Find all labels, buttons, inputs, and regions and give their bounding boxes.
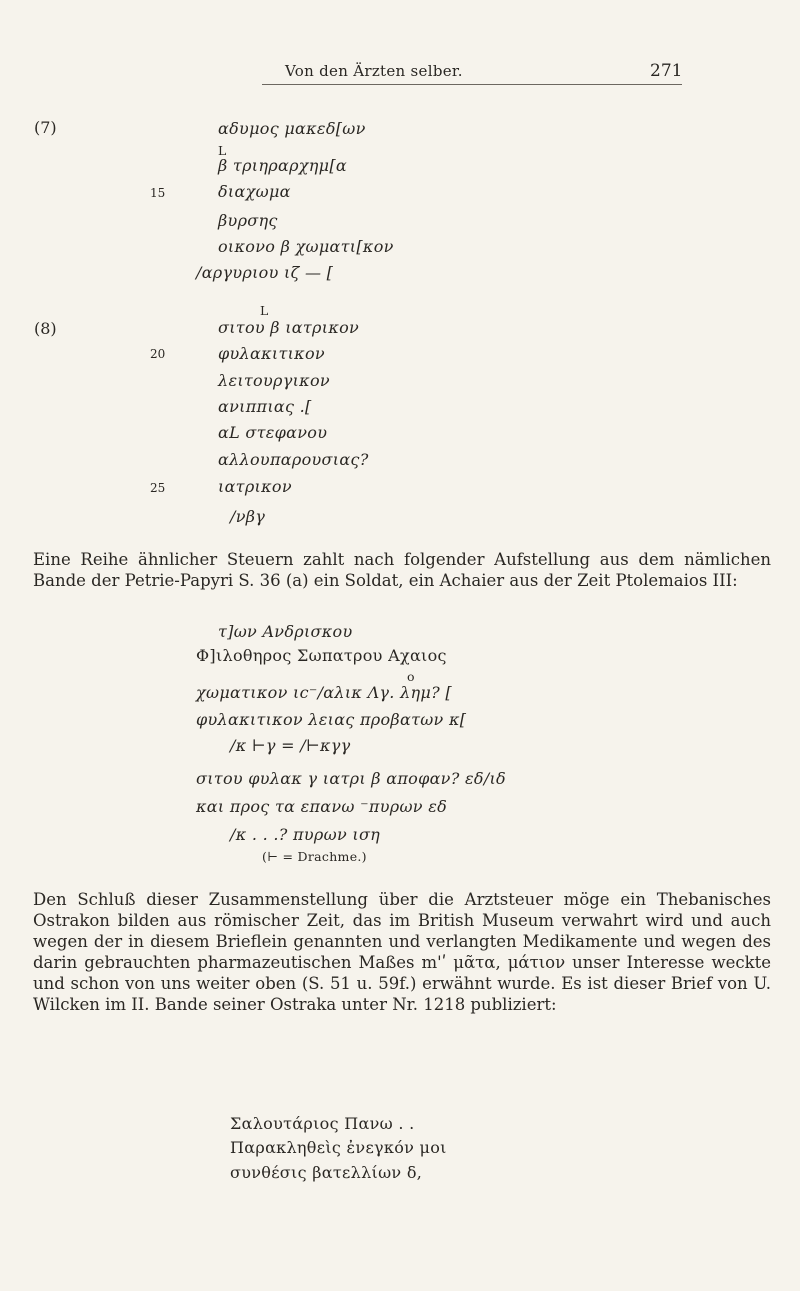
line-number: 20 [150,347,166,361]
line-number: 15 [150,186,166,200]
greek-line: φυλακιτικον λειας προβατων κ[ [196,710,467,729]
line-number: 25 [150,481,166,495]
greek-line: Σαλουτάριος Πανω . . [230,1114,415,1133]
header-rule [262,84,682,85]
greek-line: αL στεφανου [218,423,328,442]
greek-line: /αργυριου ιζ — [ [196,263,334,282]
greek-line: συνθέσις βατελλίων δ, [230,1163,423,1182]
greek-line: Παρακληθεὶς ἐνεγκόν μοι [230,1138,447,1157]
greek-line: χωματικον ιc⁻/αλικ Λγ. λημ? [ [196,683,452,702]
greek-line: ανιππιας .[ [218,397,312,416]
greek-line: βυρσης [218,211,278,230]
greek-line: β τριηραρχημ[α [218,156,347,175]
greek-line: φυλακιτικον [218,344,325,363]
greek-line: L [218,143,227,158]
header-title: Von den Ärzten selber. [285,62,463,80]
greek-line: ιατρικον [218,477,292,496]
greek-line: αλλουπαρουσιας? [218,450,369,469]
greek-line: /νβγ [230,507,266,526]
greek-line: σιτου β ιατρικον [218,318,360,337]
greek-line: οικονο β χωματι[κον [218,237,394,256]
greek-line: /κ . . .? πυρων ιση [230,825,381,844]
greek-line: σιτου φυλακ γ ιατρι β αποφαν? εδ/ιδ [196,769,506,788]
greek-line: αδυμος μακεδ[ων [218,119,366,138]
page-number: 271 [650,61,683,81]
greek-line: διαχωμα [218,182,291,201]
greek-line: λειτουργικον [218,371,330,390]
running-header [0,62,800,92]
greek-line: /κ ⊢γ = /⊢κγγ [230,736,351,755]
greek-line: Φ]ιλοθηρος Σωπατρου Αχαιος [196,646,447,665]
section-label-7: (7) [34,118,57,137]
body-paragraph: Eine Reihe ähnlicher Steuern zahlt nach folgender Aufstellung aus dem nämlichen Bande der Petrie-Papyri S. 36 (a) ein Soldat, ein Achaier aus der Zeit Ptolemaios III: [33,550,771,590]
greek-line: L [260,303,269,318]
body-paragraph: Den Schluß dieser Zusammenstellung über die Arztsteuer möge ein Thebanisches Ostrakon bilden aus römischer Zeit, das im British Museum verwahrt wird und auch wegen der in diesem Brieflein genannten und verlangten Medikamente und wegen des darin gebrauchten pharmazeutischen Maßes m'ʹ μᾶτα, μάτιον unser Interesse weckte und schon von uns weiter oben (S. 51 u. 59f.) erwähnt wurde. Es ist dieser Brief von U. Wilcken im II. Bande seiner Ostraka unter Nr. 1218 publiziert: [33,890,771,1014]
greek-line: και προς τα επανω ⁻πυρων εδ [196,797,448,816]
greek-line: τ]ων Ανδρισκου [218,622,353,641]
greek-line: ο [407,669,415,684]
drachme-note: (⊢ = Drachme.) [262,849,367,864]
section-label-8: (8) [34,319,57,338]
